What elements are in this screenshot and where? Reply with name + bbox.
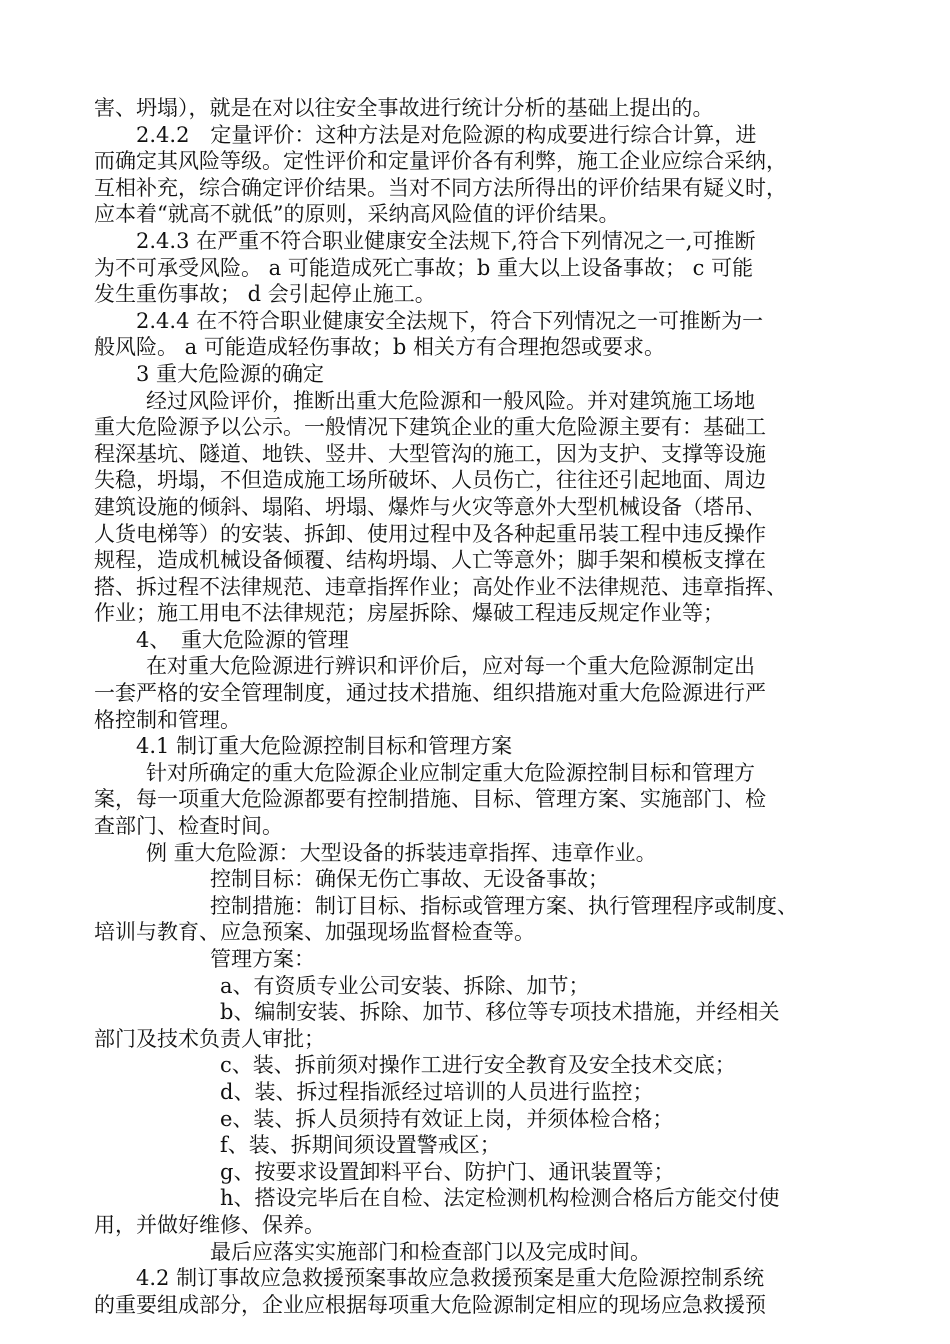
text-line: 案，每一项重大危险源都要有控制措施、目标、管理方案、实施部门、检 — [94, 787, 766, 812]
text-line: 管理方案： — [210, 947, 315, 971]
text-line: 4.1 制订重大危险源控制目标和管理方案 — [136, 734, 513, 759]
text-line: g、按要求设置卸料平台、防护门、通讯装置等； — [220, 1159, 675, 1184]
text-line: 在对重大危险源进行辨识和评价后，应对每一个重大危险源制定出 — [146, 654, 755, 679]
text-line: b、编制安装、拆除、加节、移位等专项技术措施，并经相关 — [220, 1000, 780, 1025]
text-line: h、搭设完毕后在自检、法定检测机构检测合格后方能交付使 — [220, 1186, 780, 1211]
text-line: 控制措施：制订目标、指标或管理方案、执行管理程序或制度、 — [210, 893, 798, 918]
text-line: 而确定其风险等级。定性评价和定量评价各有利弊，施工企业应综合采纳， — [94, 149, 787, 174]
text-line: 重大危险源予以公示。一般情况下建筑企业的重大危险源主要有：基础工 — [94, 415, 766, 440]
text-line: f、装、拆期间须设置警戒区； — [220, 1133, 501, 1158]
text-line: 规程，造成机械设备倾覆、结构坍塌、人亡等意外；脚手架和模板支撑在 — [94, 548, 766, 573]
text-line: 般风险。 a 可能造成轻伤事故；b 相关方有合理抱怨或要求。 — [94, 335, 665, 360]
text-line: 作业；施工用电不法律规范；房屋拆除、爆破工程违反规定作业等； — [94, 601, 724, 626]
document-page — [94, 95, 874, 1318]
text-line: 搭、拆过程不法律规范、违章指挥作业；高处作业不法律规范、违章指挥、 — [94, 574, 787, 599]
text-line: 建筑设施的倾斜、塌陷、坍塌、爆炸与火灾等意外大型机械设备（塔吊、 — [94, 494, 766, 519]
document-body — [94, 95, 874, 1318]
text-line: 3 重大危险源的确定 — [136, 361, 325, 386]
text-line: 人货电梯等）的安装、拆卸、使用过程中及各种起重吊装工程中违反操作 — [94, 521, 766, 546]
text-line: 用，并做好维修、保养。 — [94, 1212, 325, 1237]
text-line: 查部门、检查时间。 — [94, 814, 283, 839]
text-line: 程深基坑、隧道、地铁、竖井、大型管沟的施工，因为支护、支撑等设施 — [94, 441, 766, 466]
text-line: 发生重伤事故； d 会引起停止施工。 — [94, 282, 436, 307]
text-line: 2.4.3 在严重不符合职业健康安全法规下,符合下列情况之一,可推断 — [136, 228, 756, 253]
text-line: 针对所确定的重大危险源企业应制定重大危险源控制目标和管理方 — [146, 760, 755, 785]
text-line: c、装、拆前须对操作工进行安全教育及安全技术交底； — [220, 1053, 736, 1078]
text-line: 培训与教育、应急预案、加强现场监督检查等。 — [94, 920, 535, 945]
text-line: 经过风险评价，推断出重大危险源和一般风险。并对建筑施工场地 — [146, 388, 755, 413]
text-line: 2.4.4 在不符合职业健康安全法规下，符合下列情况之一可推断为一 — [136, 308, 764, 333]
text-line: 互相补充，综合确定评价结果。当对不同方法所得出的评价结果有疑义时， — [94, 175, 787, 200]
text-line: 一套严格的安全管理制度，通过技术措施、组织措施对重大危险源进行严 — [94, 681, 766, 706]
text-line: 的重要组成部分，企业应根据每项重大危险源制定相应的现场应急救援预 — [94, 1292, 766, 1317]
text-line: 控制目标：确保无伤亡事故、无设备事故； — [210, 867, 609, 892]
text-line: 4.2 制订事故应急救援预案事故应急救援预案是重大危险源控制系统 — [136, 1266, 765, 1291]
text-line: 格控制和管理。 — [94, 707, 241, 732]
text-line: 部门及技术负责人审批； — [94, 1026, 325, 1051]
text-line: e、装、拆人员须持有效证上岗，并须体检合格； — [220, 1106, 674, 1131]
text-line: 害、坍塌），就是在对以往安全事故进行统计分析的基础上提出的。 — [94, 96, 714, 120]
text-line: a、有资质专业公司安装、拆除、加节； — [220, 973, 590, 998]
text-line: 4、 重大危险源的管理 — [136, 627, 349, 652]
text-line: 应本着“就高不就低”的原则，采纳高风险值的评价结果。 — [94, 202, 620, 227]
text-line: 例 重大危险源：大型设备的拆装违章指挥、违章作业。 — [146, 840, 657, 865]
text-line: d、装、拆过程指派经过培训的人员进行监控； — [220, 1079, 654, 1104]
text-line: 失稳，坍塌，不但造成施工场所破坏、人员伤亡，往往还引起地面、周边 — [94, 468, 766, 493]
text-line: 2.4.2 定量评价：这种方法是对危险源的构成要进行综合计算，进 — [136, 122, 757, 147]
text-line: 为不可承受风险。 a 可能造成死亡事故；b 重大以上设备事故； c 可能 — [94, 255, 754, 280]
text-line: 最后应落实实施部门和检查部门以及完成时间。 — [210, 1239, 651, 1264]
